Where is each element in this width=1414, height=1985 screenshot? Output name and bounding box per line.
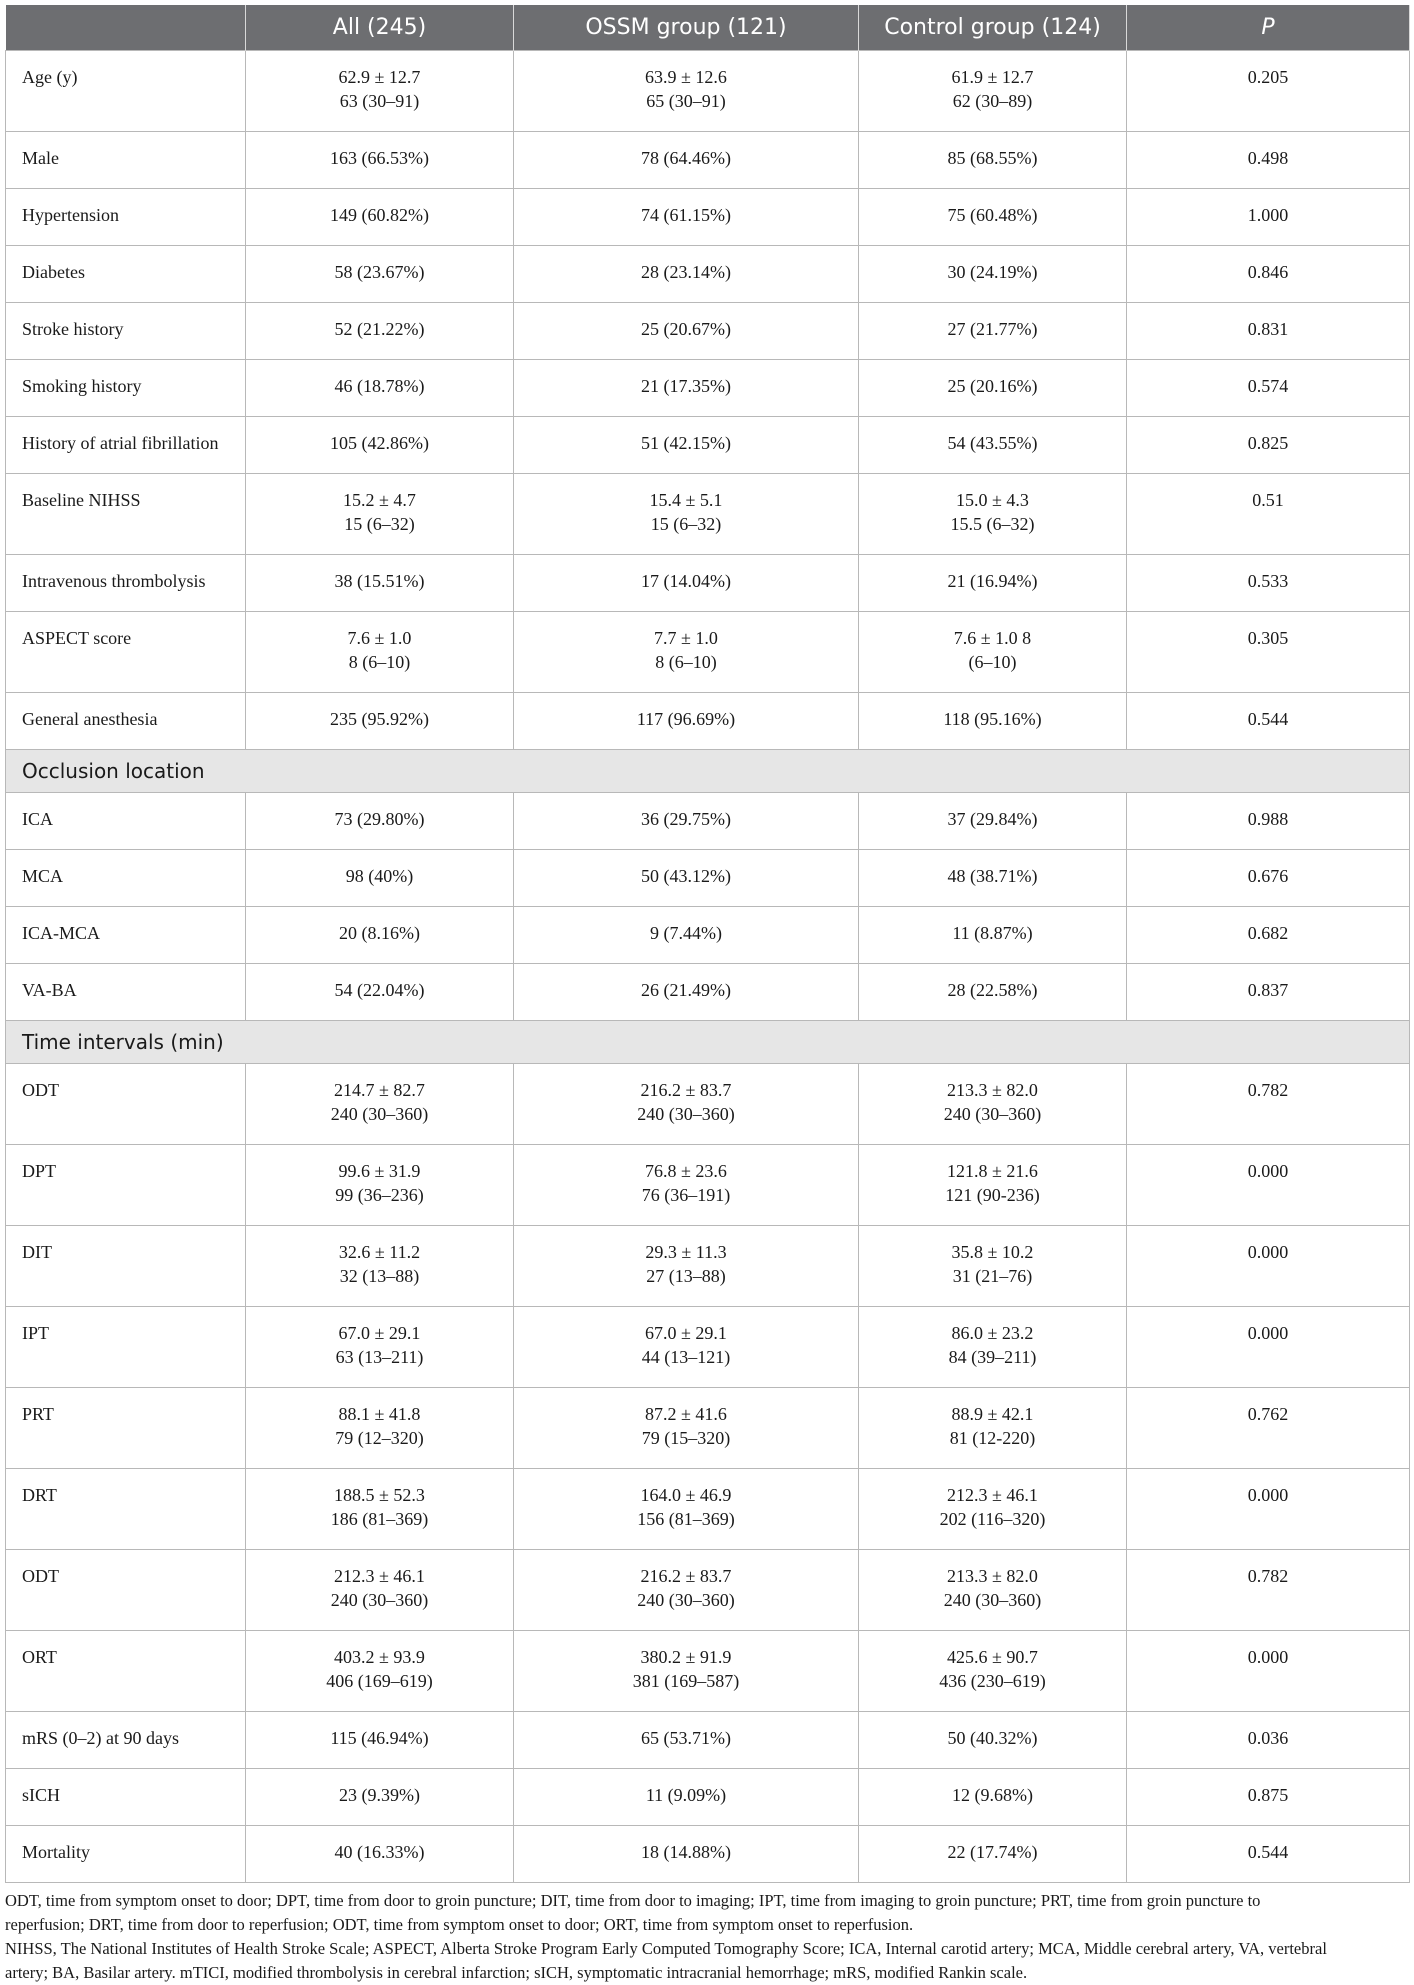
cell-value-line: 27 (21.77%) bbox=[947, 319, 1038, 339]
row-label: Mortality bbox=[6, 1826, 246, 1883]
cell-control bbox=[859, 1145, 1127, 1226]
cell-control bbox=[859, 51, 1127, 132]
cell-value-line: 186 (81–369) bbox=[330, 1509, 429, 1529]
cell-p-value: 0.000 bbox=[1127, 1145, 1410, 1226]
cell-p-value: 0.51 bbox=[1127, 474, 1410, 555]
cell-value-line: 63 (13–211) bbox=[335, 1347, 424, 1367]
table-row bbox=[6, 51, 1410, 132]
cell-value-line: 32 (13–88) bbox=[339, 1266, 420, 1286]
cell-value-line: 61.9 ± 12.7 bbox=[951, 67, 1034, 87]
cell-p-value: 0.544 bbox=[1127, 1826, 1410, 1883]
cell-value-line: 20 (8.16%) bbox=[339, 923, 420, 943]
table-row bbox=[6, 1388, 1410, 1469]
cell-p-value: 0.988 bbox=[1127, 793, 1410, 850]
cell-p-value: 0.000 bbox=[1127, 1226, 1410, 1307]
cell-ossm bbox=[514, 612, 859, 693]
cell-p-value: 0.676 bbox=[1127, 850, 1410, 907]
row-label: DRT bbox=[6, 1469, 246, 1550]
cell-value-line: 73 (29.80%) bbox=[334, 809, 425, 829]
cell-ossm bbox=[514, 303, 859, 360]
cell-all bbox=[246, 1631, 514, 1712]
row-label: DPT bbox=[6, 1145, 246, 1226]
cell-value-line: 65 (53.71%) bbox=[641, 1728, 731, 1748]
cell-p-value: 0.837 bbox=[1127, 964, 1410, 1021]
cell-value-line: 8 (6–10) bbox=[655, 652, 717, 672]
section-label: Time intervals (min) bbox=[6, 1021, 1410, 1064]
cell-value-line: 235 (95.92%) bbox=[330, 709, 429, 729]
cell-value-line: 7.7 ± 1.0 bbox=[654, 628, 718, 648]
cell-p-value: 0.574 bbox=[1127, 360, 1410, 417]
cell-value-line: 99 (36–236) bbox=[335, 1185, 424, 1205]
cell-value-line: 8 (6–10) bbox=[348, 652, 411, 672]
cell-value-line: 15 (6–32) bbox=[650, 514, 722, 534]
table-row bbox=[6, 1631, 1410, 1712]
cell-value-line: 40 (16.33%) bbox=[334, 1842, 425, 1862]
cell-value-line: 76.8 ± 23.6 bbox=[645, 1161, 727, 1181]
table-row bbox=[6, 1064, 1410, 1145]
cell-value-line: 240 (30–360) bbox=[943, 1590, 1042, 1610]
cell-value-line: 29.3 ± 11.3 bbox=[645, 1242, 727, 1262]
row-label: ODT bbox=[6, 1064, 246, 1145]
table-body bbox=[6, 51, 1410, 1883]
cell-value-line: 62.9 ± 12.7 bbox=[338, 67, 421, 87]
table-row bbox=[6, 693, 1410, 750]
cell-all bbox=[246, 417, 514, 474]
cell-control bbox=[859, 360, 1127, 417]
cell-control bbox=[859, 1307, 1127, 1388]
header-empty bbox=[6, 5, 246, 51]
header-p-value: P bbox=[1127, 5, 1410, 51]
cell-ossm bbox=[514, 1064, 859, 1145]
cell-control bbox=[859, 474, 1127, 555]
cell-value-line: 50 (43.12%) bbox=[641, 866, 731, 886]
cell-all bbox=[246, 1226, 514, 1307]
cell-value-line: 46 (18.78%) bbox=[334, 376, 425, 396]
cell-ossm bbox=[514, 474, 859, 555]
table-row bbox=[6, 907, 1410, 964]
cell-value-line: 63 (30–91) bbox=[339, 91, 420, 111]
cell-ossm bbox=[514, 1226, 859, 1307]
table-row bbox=[6, 1550, 1410, 1631]
table-row bbox=[6, 417, 1410, 474]
cell-value-line: 11 (8.87%) bbox=[952, 923, 1033, 943]
cell-ossm bbox=[514, 246, 859, 303]
cell-value-line: 26 (21.49%) bbox=[641, 980, 731, 1000]
cell-value-line: 62 (30–89) bbox=[952, 91, 1033, 111]
cell-value-line: 117 (96.69%) bbox=[636, 709, 736, 729]
cell-value-line: 44 (13–121) bbox=[641, 1347, 731, 1367]
cell-control bbox=[859, 693, 1127, 750]
row-label: General anesthesia bbox=[6, 693, 246, 750]
cell-ossm bbox=[514, 1145, 859, 1226]
cell-all bbox=[246, 51, 514, 132]
cell-control bbox=[859, 1631, 1127, 1712]
cell-value-line: 121.8 ± 21.6 bbox=[947, 1161, 1038, 1181]
cell-all bbox=[246, 1769, 514, 1826]
cell-value-line: 48 (38.71%) bbox=[947, 866, 1038, 886]
cell-value-line: 163 (66.53%) bbox=[330, 148, 429, 168]
cell-all bbox=[246, 693, 514, 750]
cell-ossm bbox=[514, 555, 859, 612]
cell-value-line: 74 (61.15%) bbox=[641, 205, 731, 225]
cell-all bbox=[246, 555, 514, 612]
cell-control bbox=[859, 1469, 1127, 1550]
row-label: Male bbox=[6, 132, 246, 189]
cell-p-value: 0.782 bbox=[1127, 1550, 1410, 1631]
cell-value-line: 37 (29.84%) bbox=[947, 809, 1038, 829]
cell-control bbox=[859, 612, 1127, 693]
table-header-row bbox=[6, 5, 1410, 51]
row-label: VA-BA bbox=[6, 964, 246, 1021]
table-row bbox=[6, 1226, 1410, 1307]
baseline-characteristics-table bbox=[5, 5, 1410, 1883]
cell-ossm bbox=[514, 417, 859, 474]
section-header-row bbox=[6, 1021, 1410, 1064]
cell-value-line: 50 (40.32%) bbox=[947, 1728, 1038, 1748]
table-row bbox=[6, 189, 1410, 246]
cell-ossm bbox=[514, 1550, 859, 1631]
cell-value-line: 240 (30–360) bbox=[637, 1104, 735, 1124]
row-label: Age (y) bbox=[6, 51, 246, 132]
cell-value-line: 30 (24.19%) bbox=[947, 262, 1038, 282]
table-row bbox=[6, 1145, 1410, 1226]
cell-ossm bbox=[514, 850, 859, 907]
cell-value-line: 214.7 ± 82.7 bbox=[334, 1080, 425, 1100]
cell-ossm bbox=[514, 907, 859, 964]
table-row bbox=[6, 474, 1410, 555]
cell-value-line: 58 (23.67%) bbox=[334, 262, 425, 282]
cell-value-line: 36 (29.75%) bbox=[641, 809, 731, 829]
cell-p-value: 0.846 bbox=[1127, 246, 1410, 303]
cell-value-line: 84 (39–211) bbox=[948, 1347, 1037, 1367]
cell-value-line: 17 (14.04%) bbox=[641, 571, 731, 591]
cell-ossm bbox=[514, 1631, 859, 1712]
cell-ossm bbox=[514, 1769, 859, 1826]
cell-value-line: 240 (30–360) bbox=[330, 1104, 429, 1124]
row-label: MCA bbox=[6, 850, 246, 907]
cell-value-line: 240 (30–360) bbox=[637, 1590, 735, 1610]
cell-control bbox=[859, 1226, 1127, 1307]
table-row bbox=[6, 132, 1410, 189]
cell-value-line: 380.2 ± 91.9 bbox=[640, 1647, 732, 1667]
cell-all bbox=[246, 132, 514, 189]
cell-value-line: 202 (116–320) bbox=[939, 1509, 1046, 1529]
table-row bbox=[6, 1307, 1410, 1388]
table-row bbox=[6, 850, 1410, 907]
cell-control bbox=[859, 793, 1127, 850]
cell-value-line: 21 (17.35%) bbox=[641, 376, 731, 396]
cell-value-line: 35.8 ± 10.2 bbox=[951, 1242, 1034, 1262]
table-row bbox=[6, 555, 1410, 612]
cell-ossm bbox=[514, 1388, 859, 1469]
cell-ossm bbox=[514, 51, 859, 132]
cell-value-line: 28 (23.14%) bbox=[641, 262, 731, 282]
cell-value-line: 23 (9.39%) bbox=[339, 1785, 420, 1805]
cell-p-value: 0.000 bbox=[1127, 1307, 1410, 1388]
cell-value-line: 79 (12–320) bbox=[335, 1428, 424, 1448]
cell-value-line: 54 (22.04%) bbox=[334, 980, 425, 1000]
table-container bbox=[5, 5, 1409, 1985]
cell-control bbox=[859, 850, 1127, 907]
cell-value-line: 87.2 ± 41.6 bbox=[645, 1404, 727, 1424]
cell-value-line: 76 (36–191) bbox=[641, 1185, 731, 1205]
cell-value-line: 78 (64.46%) bbox=[641, 148, 731, 168]
table-row bbox=[6, 793, 1410, 850]
table-row bbox=[6, 1769, 1410, 1826]
cell-value-line: 240 (30–360) bbox=[330, 1590, 429, 1610]
table-row bbox=[6, 612, 1410, 693]
cell-all bbox=[246, 1388, 514, 1469]
row-label: mRS (0–2) at 90 days bbox=[6, 1712, 246, 1769]
cell-ossm bbox=[514, 360, 859, 417]
cell-control bbox=[859, 1064, 1127, 1145]
cell-value-line: 436 (230–619) bbox=[939, 1671, 1046, 1691]
cell-all bbox=[246, 474, 514, 555]
cell-value-line: 7.6 ± 1.0 bbox=[347, 628, 412, 648]
cell-value-line: 15.0 ± 4.3 bbox=[956, 490, 1029, 510]
cell-value-line: 28 (22.58%) bbox=[947, 980, 1038, 1000]
cell-all bbox=[246, 907, 514, 964]
cell-p-value: 0.544 bbox=[1127, 693, 1410, 750]
table-row bbox=[6, 1712, 1410, 1769]
cell-value-line: 216.2 ± 83.7 bbox=[640, 1566, 732, 1586]
cell-p-value: 0.875 bbox=[1127, 1769, 1410, 1826]
cell-value-line: 118 (95.16%) bbox=[943, 709, 1042, 729]
cell-value-line: 105 (42.86%) bbox=[330, 433, 429, 453]
footnote-line: reperfusion; DRT, time from door to reperfusion; ODT, time from symptom onset to door; ORT, time from symptom onset to reperfusion. bbox=[5, 1915, 914, 1934]
header-all: All (245) bbox=[246, 5, 514, 51]
table-row bbox=[6, 1469, 1410, 1550]
cell-value-line: 240 (30–360) bbox=[943, 1104, 1042, 1124]
cell-all bbox=[246, 246, 514, 303]
cell-control bbox=[859, 189, 1127, 246]
cell-all bbox=[246, 360, 514, 417]
cell-value-line: 25 (20.16%) bbox=[947, 376, 1038, 396]
cell-control bbox=[859, 1550, 1127, 1631]
cell-p-value: 0.036 bbox=[1127, 1712, 1410, 1769]
cell-value-line: 156 (81–369) bbox=[637, 1509, 735, 1529]
cell-all bbox=[246, 1712, 514, 1769]
cell-value-line: (6–10) bbox=[968, 652, 1017, 672]
cell-value-line: 31 (21–76) bbox=[952, 1266, 1033, 1286]
cell-value-line: 115 (46.94%) bbox=[330, 1728, 429, 1748]
cell-all bbox=[246, 964, 514, 1021]
cell-value-line: 27 (13–88) bbox=[646, 1266, 726, 1286]
cell-p-value: 1.000 bbox=[1127, 189, 1410, 246]
row-label: DIT bbox=[6, 1226, 246, 1307]
cell-value-line: 25 (20.67%) bbox=[641, 319, 731, 339]
row-label: PRT bbox=[6, 1388, 246, 1469]
cell-value-line: 18 (14.88%) bbox=[641, 1842, 731, 1862]
cell-all bbox=[246, 850, 514, 907]
row-label: Stroke history bbox=[6, 303, 246, 360]
cell-p-value: 0.205 bbox=[1127, 51, 1410, 132]
cell-value-line: 88.1 ± 41.8 bbox=[338, 1404, 421, 1424]
cell-value-line: 212.3 ± 46.1 bbox=[334, 1566, 425, 1586]
footnote-line: ODT, time from symptom onset to door; DPT, time from door to groin puncture; DIT, time from door to imaging; IPT, time from imaging to groin puncture; PRT, time from groin puncture to bbox=[5, 1891, 1261, 1910]
cell-p-value: 0.533 bbox=[1127, 555, 1410, 612]
cell-p-value: 0.498 bbox=[1127, 132, 1410, 189]
footnote-line: artery; BA, Basilar artery. mTICI, modified thrombolysis in cerebral infarction; sICH, symptomatic intracranial hemorrhage; mRS, modified Rankin scale. bbox=[5, 1963, 1028, 1982]
cell-value-line: 32.6 ± 11.2 bbox=[338, 1242, 421, 1262]
cell-p-value: 0.000 bbox=[1127, 1469, 1410, 1550]
cell-value-line: 67.0 ± 29.1 bbox=[338, 1323, 421, 1343]
cell-value-line: 188.5 ± 52.3 bbox=[334, 1485, 425, 1505]
row-label: Smoking history bbox=[6, 360, 246, 417]
cell-value-line: 15.2 ± 4.7 bbox=[343, 490, 416, 510]
cell-value-line: 7.6 ± 1.0 8 bbox=[953, 628, 1032, 648]
cell-p-value: 0.831 bbox=[1127, 303, 1410, 360]
header-ossm-group: OSSM group (121) bbox=[514, 5, 859, 51]
cell-control bbox=[859, 246, 1127, 303]
cell-all bbox=[246, 612, 514, 693]
cell-value-line: 63.9 ± 12.6 bbox=[645, 67, 727, 87]
cell-ossm bbox=[514, 1712, 859, 1769]
cell-value-line: 67.0 ± 29.1 bbox=[645, 1323, 727, 1343]
cell-value-line: 149 (60.82%) bbox=[330, 205, 429, 225]
cell-ossm bbox=[514, 964, 859, 1021]
cell-value-line: 11 (9.09%) bbox=[645, 1785, 727, 1805]
cell-control bbox=[859, 1769, 1127, 1826]
cell-value-line: 21 (16.94%) bbox=[947, 571, 1038, 591]
cell-all bbox=[246, 1145, 514, 1226]
table-row bbox=[6, 964, 1410, 1021]
cell-control bbox=[859, 417, 1127, 474]
cell-value-line: 15 (6–32) bbox=[344, 514, 415, 534]
cell-value-line: 164.0 ± 46.9 bbox=[640, 1485, 732, 1505]
row-label: ODT bbox=[6, 1550, 246, 1631]
cell-all bbox=[246, 1826, 514, 1883]
cell-value-line: 98 (40%) bbox=[345, 866, 414, 886]
cell-ossm bbox=[514, 1826, 859, 1883]
section-header-row bbox=[6, 750, 1410, 793]
cell-all bbox=[246, 303, 514, 360]
cell-value-line: 85 (68.55%) bbox=[947, 148, 1038, 168]
cell-value-line: 406 (169–619) bbox=[326, 1671, 433, 1691]
cell-p-value: 0.762 bbox=[1127, 1388, 1410, 1469]
cell-ossm bbox=[514, 1307, 859, 1388]
cell-value-line: 54 (43.55%) bbox=[947, 433, 1038, 453]
cell-p-value: 0.682 bbox=[1127, 907, 1410, 964]
cell-p-value: 0.782 bbox=[1127, 1064, 1410, 1145]
cell-value-line: 213.3 ± 82.0 bbox=[947, 1566, 1038, 1586]
cell-p-value: 0.825 bbox=[1127, 417, 1410, 474]
cell-value-line: 403.2 ± 93.9 bbox=[334, 1647, 425, 1667]
cell-value-line: 52 (21.22%) bbox=[334, 319, 425, 339]
cell-ossm bbox=[514, 1469, 859, 1550]
cell-value-line: 9 (7.44%) bbox=[650, 923, 722, 943]
row-label: IPT bbox=[6, 1307, 246, 1388]
cell-ossm bbox=[514, 132, 859, 189]
cell-control bbox=[859, 555, 1127, 612]
cell-all bbox=[246, 189, 514, 246]
cell-control bbox=[859, 1826, 1127, 1883]
cell-value-line: 79 (15–320) bbox=[641, 1428, 731, 1448]
cell-value-line: 86.0 ± 23.2 bbox=[951, 1323, 1034, 1343]
table-row bbox=[6, 360, 1410, 417]
cell-control bbox=[859, 132, 1127, 189]
table-row bbox=[6, 246, 1410, 303]
row-label: History of atrial fibrillation bbox=[6, 417, 246, 474]
row-label: sICH bbox=[6, 1769, 246, 1826]
table-row bbox=[6, 1826, 1410, 1883]
cell-all bbox=[246, 1550, 514, 1631]
row-label: Intravenous thrombolysis bbox=[6, 555, 246, 612]
cell-value-line: 38 (15.51%) bbox=[334, 571, 425, 591]
cell-all bbox=[246, 1064, 514, 1145]
cell-value-line: 99.6 ± 31.9 bbox=[338, 1161, 421, 1181]
cell-control bbox=[859, 1388, 1127, 1469]
cell-value-line: 212.3 ± 46.1 bbox=[947, 1485, 1038, 1505]
cell-all bbox=[246, 793, 514, 850]
header-control-group: Control group (124) bbox=[859, 5, 1127, 51]
footnote-paragraph bbox=[5, 1889, 1409, 1937]
table-footnotes bbox=[5, 1889, 1409, 1985]
cell-value-line: 65 (30–91) bbox=[646, 91, 726, 111]
cell-value-line: 381 (169–587) bbox=[632, 1671, 740, 1691]
cell-p-value: 0.000 bbox=[1127, 1631, 1410, 1712]
table-row bbox=[6, 303, 1410, 360]
cell-ossm bbox=[514, 693, 859, 750]
cell-all bbox=[246, 1469, 514, 1550]
section-label: Occlusion location bbox=[6, 750, 1410, 793]
cell-value-line: 88.9 ± 42.1 bbox=[951, 1404, 1034, 1424]
cell-control bbox=[859, 303, 1127, 360]
cell-value-line: 51 (42.15%) bbox=[641, 433, 731, 453]
cell-control bbox=[859, 1712, 1127, 1769]
footnote-line: NIHSS, The National Institutes of Health Stroke Scale; ASPECT, Alberta Stroke Program Early Computed Tomography Score; ICA, Internal carotid artery; MCA, Middle cerebral artery, VA, vertebral bbox=[5, 1939, 1327, 1958]
cell-control bbox=[859, 964, 1127, 1021]
cell-value-line: 22 (17.74%) bbox=[947, 1842, 1038, 1862]
cell-value-line: 12 (9.68%) bbox=[952, 1785, 1033, 1805]
cell-all bbox=[246, 1307, 514, 1388]
row-label: ORT bbox=[6, 1631, 246, 1712]
cell-ossm bbox=[514, 793, 859, 850]
cell-value-line: 81 (12-220) bbox=[949, 1428, 1036, 1448]
cell-value-line: 75 (60.48%) bbox=[947, 205, 1038, 225]
cell-control bbox=[859, 907, 1127, 964]
cell-p-value: 0.305 bbox=[1127, 612, 1410, 693]
footnote-paragraph bbox=[5, 1937, 1409, 1985]
row-label: ASPECT score bbox=[6, 612, 246, 693]
row-label: ICA bbox=[6, 793, 246, 850]
cell-value-line: 15.4 ± 5.1 bbox=[649, 490, 723, 510]
cell-ossm bbox=[514, 189, 859, 246]
cell-value-line: 121 (90-236) bbox=[945, 1185, 1040, 1205]
cell-value-line: 213.3 ± 82.0 bbox=[947, 1080, 1038, 1100]
row-label: Hypertension bbox=[6, 189, 246, 246]
row-label: Diabetes bbox=[6, 246, 246, 303]
cell-value-line: 216.2 ± 83.7 bbox=[640, 1080, 732, 1100]
cell-value-line: 425.6 ± 90.7 bbox=[947, 1647, 1038, 1667]
cell-value-line: 15.5 (6–32) bbox=[950, 514, 1035, 534]
row-label: ICA-MCA bbox=[6, 907, 246, 964]
row-label: Baseline NIHSS bbox=[6, 474, 246, 555]
